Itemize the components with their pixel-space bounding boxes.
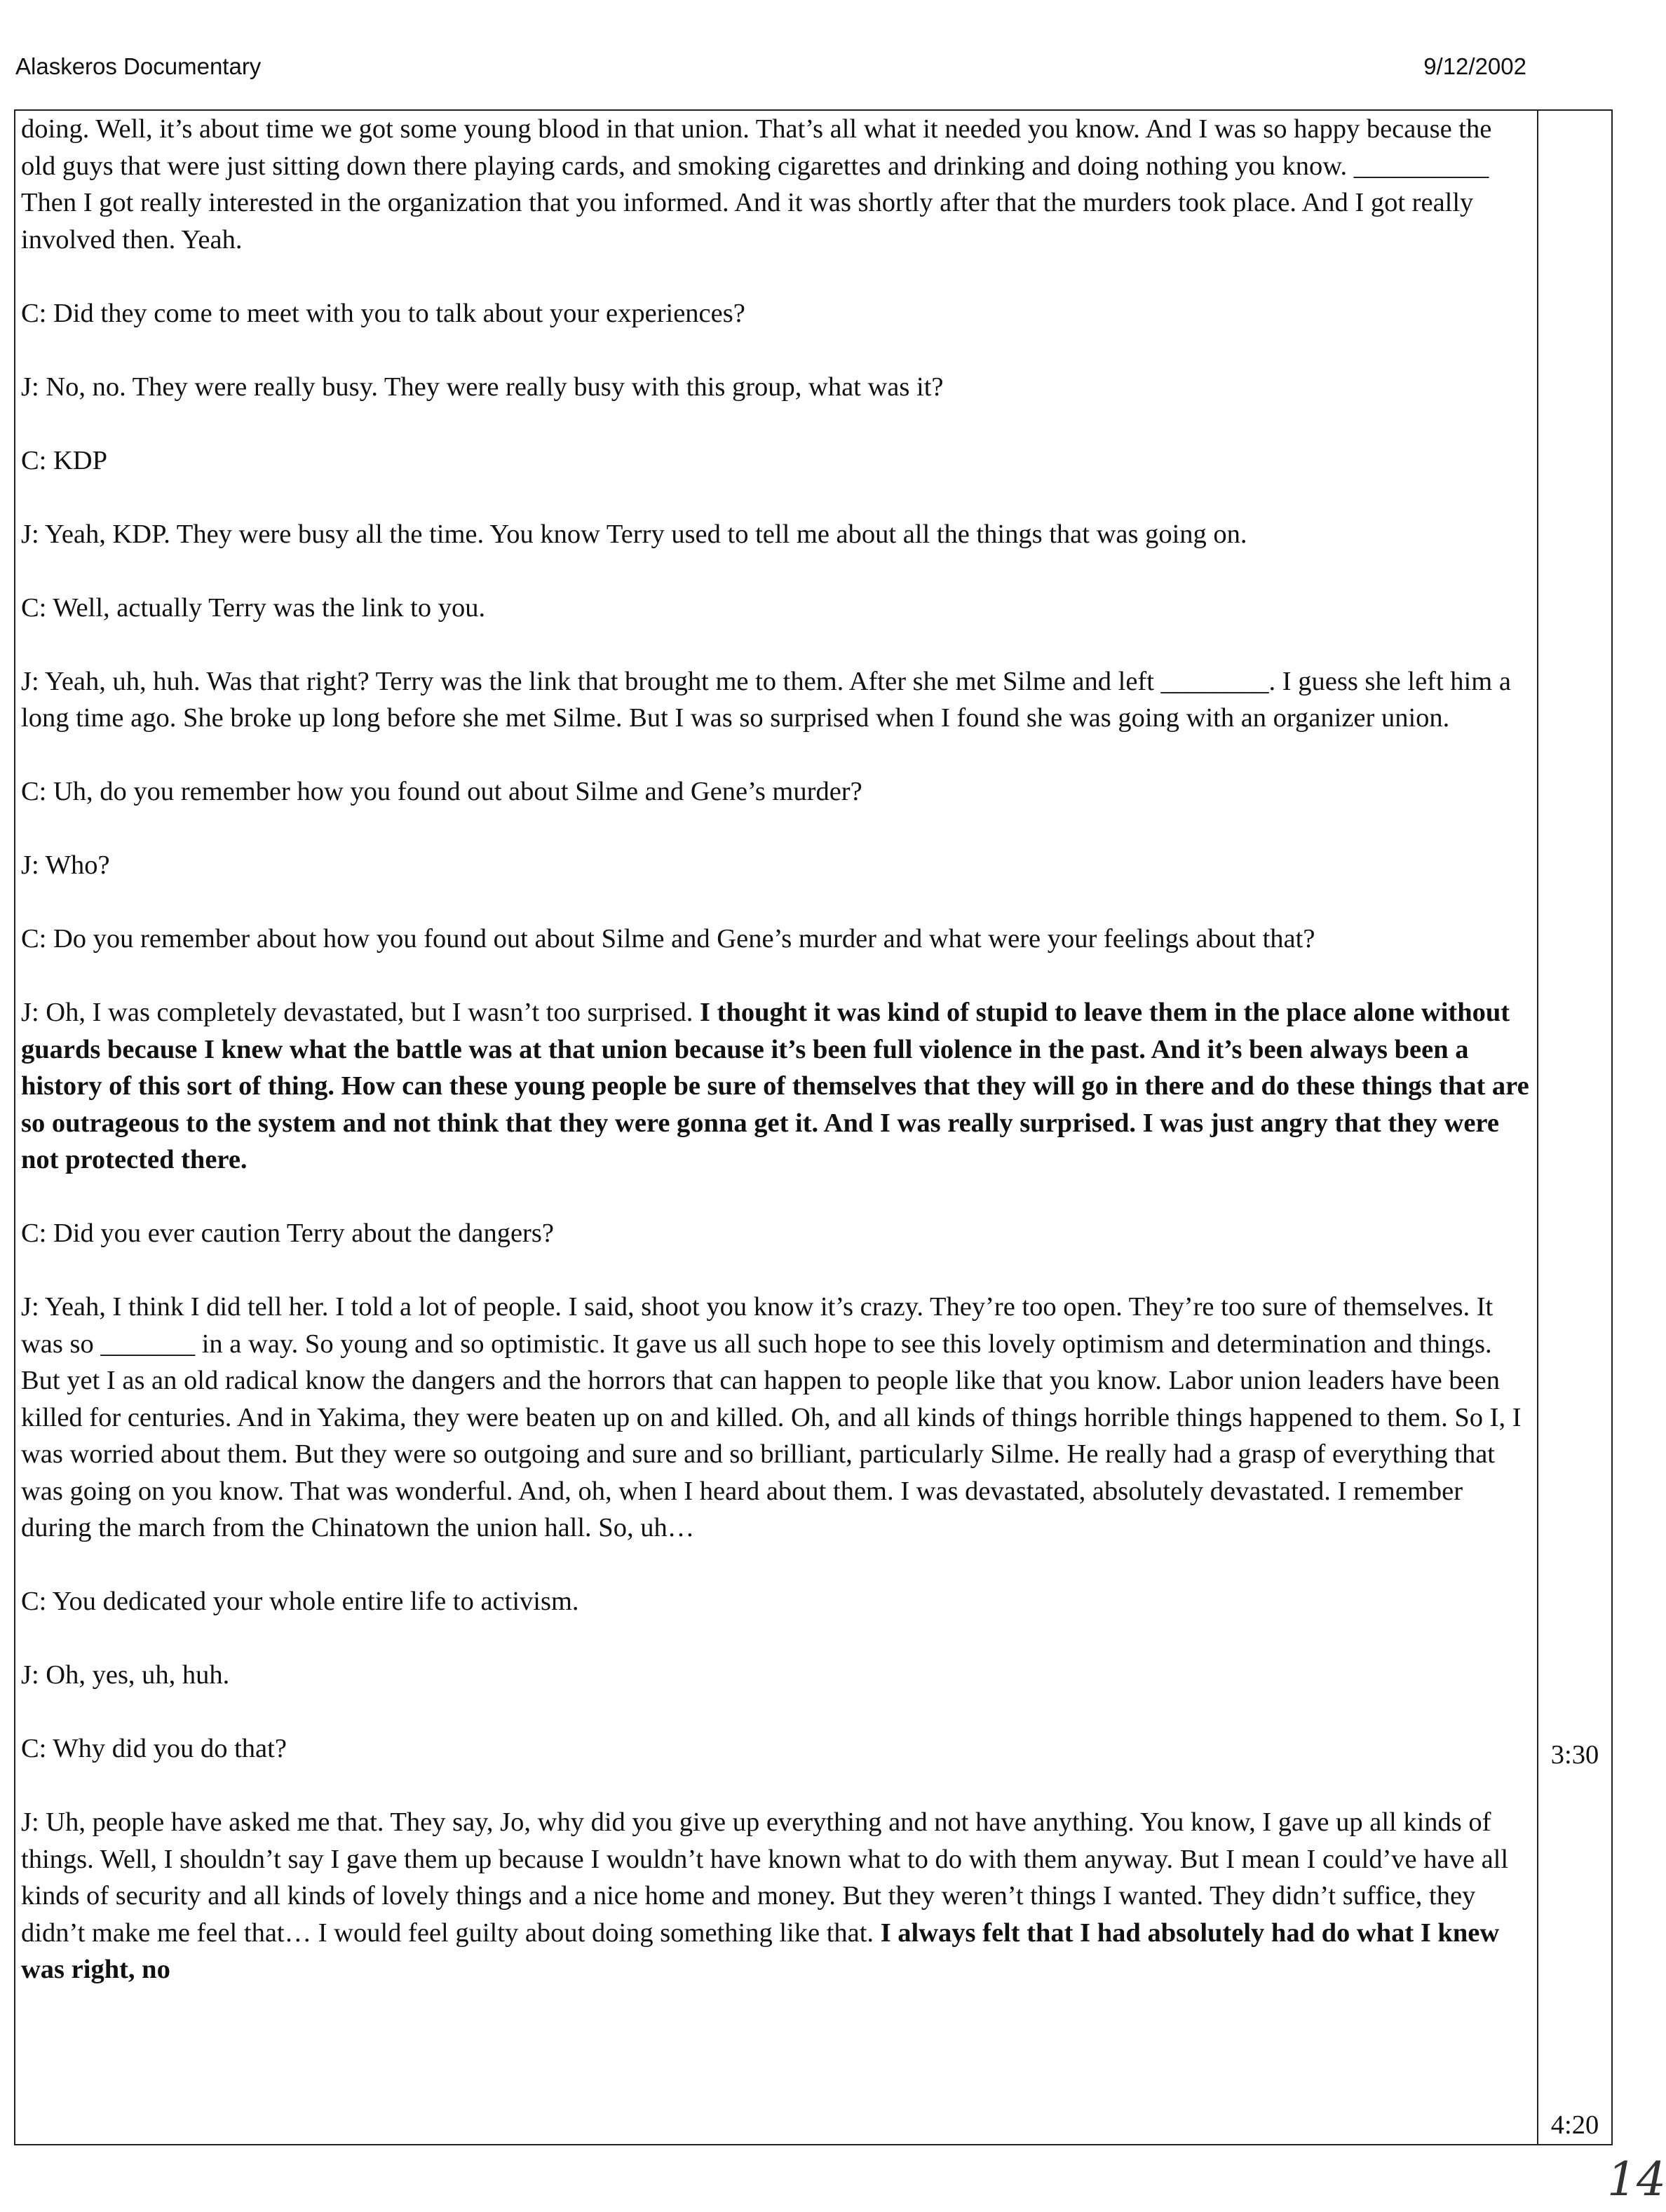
timestamp: 3:30 — [1550, 1740, 1599, 1770]
transcript-paragraph: C: Well, actually Terry was the link to you. — [21, 592, 486, 623]
transcript-paragraph: C: You dedicated your whole entire life to activism. — [21, 1587, 579, 1616]
transcript-paragraph: C: KDP — [21, 445, 108, 475]
transcript-paragraph: J: Who? — [21, 850, 110, 880]
transcript-paragraph: J: No, no. They were really busy. They were really busy with this group, what was it? — [21, 372, 944, 402]
timestamp-column — [1538, 111, 1611, 2144]
page-header — [15, 53, 1526, 88]
transcript-paragraph: C: Do you remember about how you found out about Silme and Gene’s murder and what were your feelings about that? — [21, 924, 1315, 954]
transcript-paragraph: J: Yeah, KDP. They were busy all the time. You know Terry used to tell me about all the things that was going on. — [21, 519, 1247, 549]
transcript-paragraph: J: Yeah, uh, huh. Was that right? Terry was the link that brought me to them. After she met Silme and left ________. I guess she left him a long time ago. She broke up long before she met Silme. But I was so surprised when I found she was going with an organizer union. — [21, 666, 1511, 733]
transcript-paragraph: J: Oh, yes, uh, huh. — [21, 1660, 230, 1690]
transcript-table — [14, 109, 1613, 2145]
transcript-paragraph: C: Did you ever caution Terry about the dangers? — [21, 1219, 554, 1248]
document-title: Alaskeros Documentary — [15, 53, 262, 79]
timestamp: 4:20 — [1550, 2110, 1599, 2140]
transcript-text-column — [15, 111, 1538, 2144]
transcript-paragraph: C: Why did you do that? — [21, 1734, 287, 1763]
transcript-paragraph: J: Yeah, I think I did tell her. I told a lot of people. I said, shoot you know it’s crazy. They’re too open. They’re too sure of themselves. It was so _______ in a way. So young and so optimistic. It gave us all such hope to see this lovely optimism and determination and things. But yet I as an old radical know the dangers and the horrors that can happen to people like that you know. Labor union leaders have been killed for centuries. And in Yakima, they were beaten up on and killed. Oh, and all kinds of things horrible things happened to them. So I, I was worried about them. But they were so outgoing and sure and so brilliant, particularly Silme. He really had a grasp of everything that was going on you know. That was wonderful. And, oh, when I heard about them. I was devastated, absolutely devastated. I remember during the march from the Chinatown the union hall. So, uh… — [21, 1292, 1522, 1542]
bold-passage: I thought it was kind of stupid to leave them in the place alone without guards because I knew what the battle was at that union because it’s been full violence in the past. And it’s been always been a history of this sort of thing. How can these young people be sure of themselves that they will go in there and do these things that are so outrageous to the system and not think that they were gonna get it. And I was really surprised. I was just angry that they were not protected there. — [21, 998, 1529, 1174]
transcript-paragraph: J: Uh, people have asked me that. They say, Jo, why did you give up everything and not have anything. You know, I gave up all kinds of things. Well, I shouldn’t say I gave them up because I wouldn’t have known what to do with them anyway. But I mean I could’ve have all kinds of security and all kinds of lovely things and a nice home and money. But they weren’t things I wanted. They didn’t suffice, they didn’t make me feel that… I would feel guilty about doing something like that. I always felt that I had absolutely had do what I knew was right, no — [21, 1807, 1509, 1984]
bold-passage: I always felt that I had absolutely had do what I knew was right, no — [21, 1918, 1500, 1984]
transcript-paragraph: doing. Well, it’s about time we got some young blood in that union. That’s all what it needed you know. And I was so happy because the old guys that were just sitting down there playing cards, and smoking cigarettes and drinking and doing nothing you know. __________ Then I got really interested in the organization that you informed. And it was shortly after that the murders took place. And I got really involved then. Yeah. — [21, 114, 1492, 255]
document-date: 9/12/2002 — [1423, 53, 1526, 79]
transcript-paragraph: J: Oh, I was completely devastated, but I wasn’t too surprised. I thought it was kind of stupid to leave them in the place alone without guards because I knew what the battle was at that union because it’s been full violence in the past. And it’s been always been a history of this sort of thing. How can these young people be sure of themselves that they will go in there and do these things that are so outrageous to the system and not think that they were gonna get it. And I was really surprised. I was just angry that they were not protected there. — [21, 998, 1529, 1174]
transcript-paragraph: C: Uh, do you remember how you found out about Silme and Gene’s murder? — [21, 777, 862, 806]
handwritten-page-number: 14 — [1607, 2152, 1666, 2206]
transcript-paragraph: C: Did they come to meet with you to talk about your experiences? — [21, 298, 745, 328]
